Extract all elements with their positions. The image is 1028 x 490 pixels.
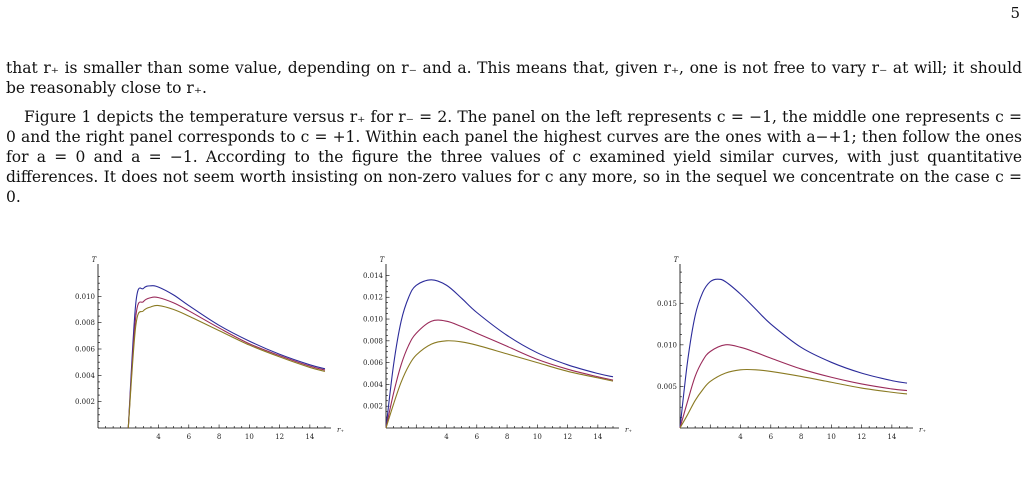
x-tick-label-middle: 8 [504, 433, 510, 441]
chart-right [652, 252, 927, 442]
x-tick-label-left: 4 [156, 433, 161, 441]
chart-middle [358, 252, 633, 442]
x-tick-label-left: 10 [244, 433, 254, 441]
series-bottom-middle [386, 341, 613, 428]
x-tick-label-right: 4 [738, 433, 743, 441]
series-bottom-left [128, 305, 325, 428]
y-tick-label-middle: 0.010 [362, 315, 383, 324]
y-tick-label-middle: 0.006 [362, 359, 383, 368]
x-tick-label-right: 14 [887, 433, 897, 441]
x-tick-label-right: 6 [768, 433, 774, 441]
y-tick-label-left: 0.008 [74, 319, 95, 328]
y-tick-label-right: 0.015 [656, 299, 677, 308]
y-tick-label-left: 0.006 [74, 345, 95, 354]
x-tick-label-right: 10 [826, 433, 836, 441]
y-axis-title-right: T [673, 256, 679, 264]
series-middle-right [680, 345, 907, 428]
x-tick-label-left: 6 [186, 433, 192, 441]
figure-panel-left [70, 252, 345, 442]
y-tick-label-middle: 0.012 [362, 293, 383, 302]
y-axis-title-middle: T [379, 256, 385, 264]
y-tick-label-left: 0.002 [74, 398, 95, 407]
y-tick-label-left: 0.004 [74, 371, 95, 380]
figure-panel-middle [358, 252, 633, 442]
x-axis-title-left: r₊ [337, 426, 345, 434]
x-tick-label-left: 12 [275, 433, 285, 441]
x-tick-label-right: 12 [857, 433, 867, 441]
x-tick-label-middle: 6 [474, 433, 480, 441]
y-tick-label-right: 0.010 [656, 341, 677, 350]
x-tick-label-middle: 12 [563, 433, 573, 441]
y-tick-label-left: 0.010 [74, 292, 95, 301]
x-tick-label-middle: 4 [444, 433, 449, 441]
x-axis-title-right: r₊ [919, 426, 927, 434]
y-axis-title-left: T [91, 256, 97, 264]
paragraph-continuation: that r₊ is smaller than some value, depending on r₋ and a. This means that, given r₊, one is not free to vary r₋ at will; it should be reasonably close to r₊. [6, 59, 1022, 97]
page-number: 5 [1010, 4, 1020, 22]
y-tick-label-middle: 0.014 [362, 271, 383, 280]
series-bottom-right [680, 369, 907, 428]
y-tick-label-right: 0.005 [656, 382, 677, 391]
chart-left [70, 252, 345, 442]
series-top-middle [386, 280, 613, 428]
x-axis-title-middle: r₊ [625, 426, 633, 434]
series-top-right [680, 279, 907, 428]
x-tick-label-right: 8 [798, 433, 804, 441]
x-tick-label-left: 14 [305, 433, 315, 441]
y-tick-label-middle: 0.002 [362, 402, 383, 411]
paragraph-figure-description: Figure 1 depicts the temperature versus r₊ for r₋ = 2. The panel on the left represents c = −1, the middle one represents c = 0 and the right panel corresponds to c = +1. Within each panel the highest curves are the ones with a−+1; then follow the ones for a = 0 and a = −1. According to the figure the three values of c examined yield similar curves, with just quantitative differences. It does not seem worth insisting on non-zero values for c any more, so in the sequel we concentrate on the case c = 0. [6, 108, 1022, 206]
x-tick-label-middle: 14 [593, 433, 603, 441]
series-top-left [128, 286, 325, 428]
figure-panel-right [652, 252, 927, 442]
y-tick-label-middle: 0.008 [362, 337, 383, 346]
y-tick-label-middle: 0.004 [362, 380, 383, 389]
x-tick-label-middle: 10 [532, 433, 542, 441]
x-tick-label-left: 8 [216, 433, 222, 441]
